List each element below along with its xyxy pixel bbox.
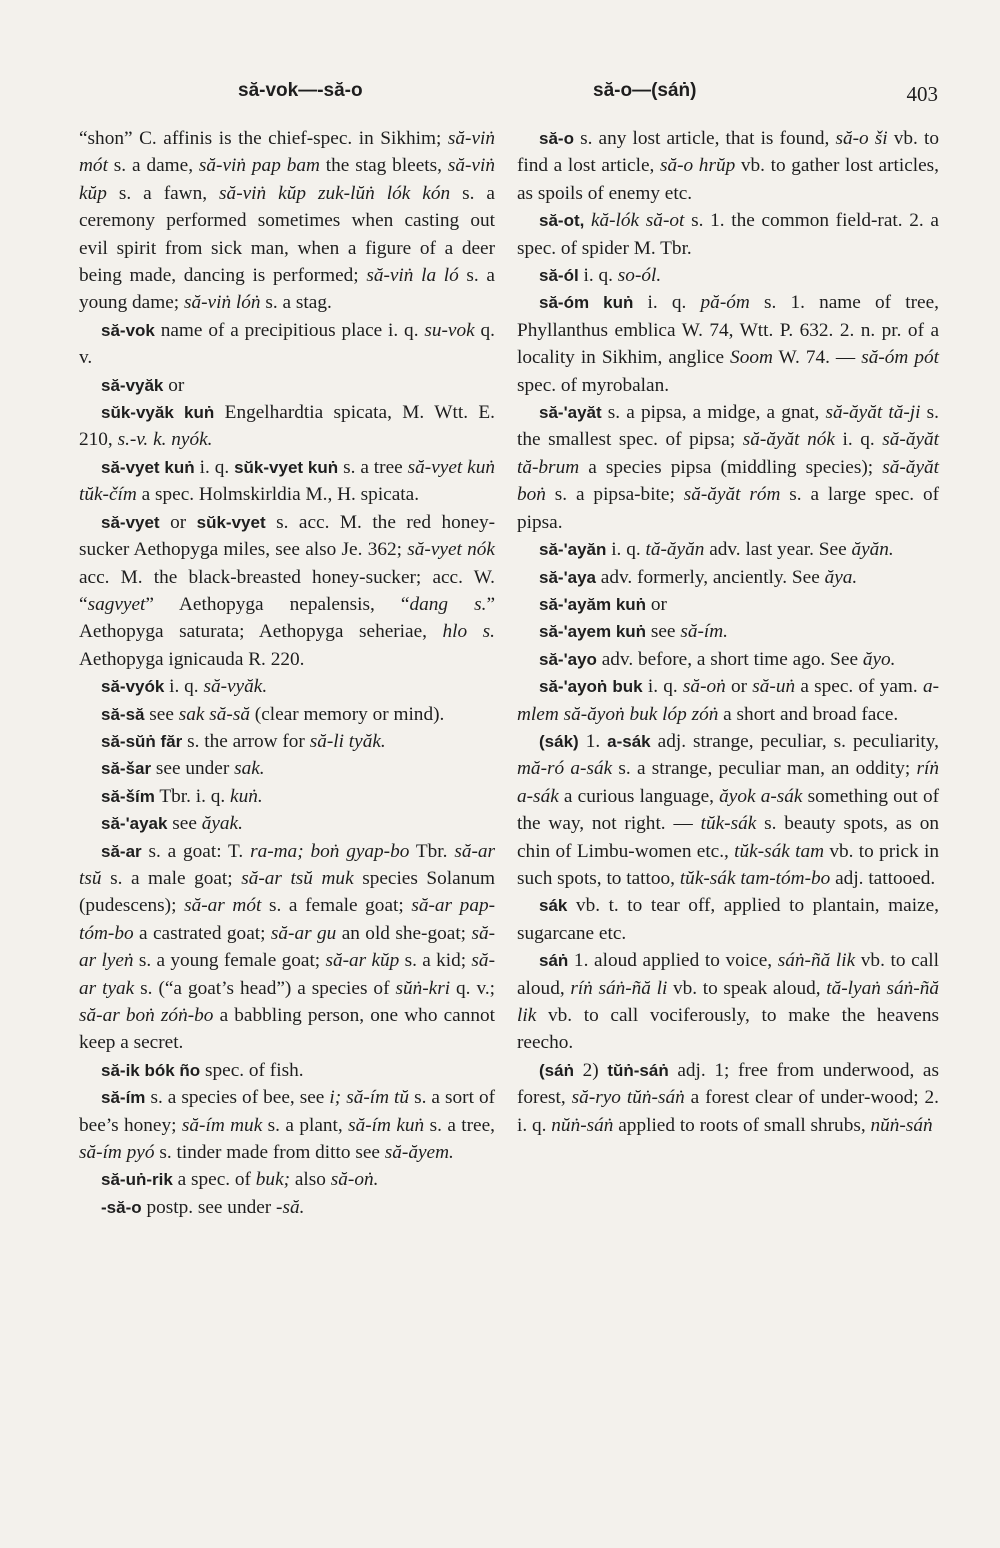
italic-term: să-ar gu xyxy=(270,922,337,944)
entry-text: i. q. xyxy=(834,429,883,451)
entry-text: a species pipsa (middling species); xyxy=(579,456,883,478)
entry-text: s. a pipsa-bite; xyxy=(545,484,684,506)
dictionary-entry xyxy=(517,673,939,728)
dictionary-entry xyxy=(79,454,495,509)
dictionary-entry xyxy=(79,701,495,728)
entry-text: s. a goat: T. xyxy=(141,840,251,862)
entry-text: see under xyxy=(151,758,235,780)
italic-term: mă-ró a-sák xyxy=(517,758,613,780)
entry-text: 2) xyxy=(573,1059,608,1081)
entry-text: adj. strange, peculiar, s. peculiarity, xyxy=(650,730,939,752)
dictionary-entry xyxy=(517,947,939,1057)
italic-term: să-oṅ xyxy=(682,676,726,698)
dictionary-entry xyxy=(517,536,939,563)
entry-text: i. q. xyxy=(642,676,683,698)
dictionary-entry xyxy=(79,783,495,810)
entry-text: 1. xyxy=(578,730,608,752)
entry-text: adj. 1; free from underwood, as forest, xyxy=(517,1059,939,1109)
italic-term: să-ăyem. xyxy=(384,1142,454,1164)
dictionary-entry xyxy=(517,125,939,207)
entry-text: 1. aloud applied to voice, xyxy=(568,950,778,972)
entry-text: s. a tree, xyxy=(424,1114,495,1136)
entry-text: applied to roots of small shrubs, xyxy=(613,1114,871,1136)
entry-text: name of a precipitious place i. q. xyxy=(154,319,425,341)
headword: tŭṅ-sáṅ xyxy=(607,1060,669,1080)
dictionary-entry xyxy=(517,728,939,892)
entry-text: s. (“a goat’s head”) a species of xyxy=(134,977,396,999)
italic-term: să-ím muk xyxy=(181,1114,263,1136)
entry-text: s. the smallest spec. of pipsa; xyxy=(517,402,939,451)
entry-text: s. a dame, xyxy=(107,155,199,177)
italic-term: să-ar tyak xyxy=(79,950,495,999)
dictionary-entry xyxy=(517,1057,939,1139)
italic-term: pă-óm xyxy=(700,292,750,314)
italic-term: să-li tyăk. xyxy=(309,730,386,752)
dictionary-entry xyxy=(79,509,495,673)
headword: să-vyăk xyxy=(101,375,164,395)
dictionary-entry xyxy=(79,1194,495,1221)
italic-term: să-vyăk. xyxy=(203,676,268,698)
entry-text: vb. to prick in such spots, to tattoo, xyxy=(517,840,939,889)
dictionary-entry xyxy=(517,262,939,289)
entry-text: see xyxy=(144,703,179,725)
italic-term: hlo s. xyxy=(442,621,495,643)
headword: să-'aya xyxy=(539,567,596,587)
entry-text: i. q. xyxy=(578,265,618,287)
headword: să-ším xyxy=(101,786,155,806)
headword: (sáṅ xyxy=(539,1060,574,1080)
italic-term: să-ar kŭp xyxy=(325,950,400,972)
italic-term: sak. xyxy=(234,758,265,780)
entry-text: vb. to gather lost articles, as spoils of enemy etc. xyxy=(517,155,939,204)
italic-term: să-viṅ la ló xyxy=(366,265,459,287)
italic-term: să-ăyăt boṅ xyxy=(517,456,939,506)
italic-term: dang s. xyxy=(409,593,487,615)
italic-term: Soom xyxy=(730,347,773,369)
dictionary-entry xyxy=(517,399,939,536)
italic-term: să-vyet kuṅ tŭk-čím xyxy=(79,456,496,506)
italic-term: să-o ši xyxy=(835,128,888,149)
italic-term: să-ar pap-tóm-bo xyxy=(79,895,496,944)
italic-term: sagvyet xyxy=(87,593,146,615)
dictionary-entry xyxy=(517,564,939,591)
headword: să-'ayăn xyxy=(539,540,607,560)
entry-text: s. a plant, xyxy=(262,1114,349,1136)
italic-term: ăya. xyxy=(824,566,858,588)
italic-term: ăyo. xyxy=(862,648,896,670)
entry-text: adv. formerly, anciently. See xyxy=(595,566,825,588)
italic-term: să-ryo tŭṅ-sáṅ xyxy=(571,1087,685,1109)
page-number: 403 xyxy=(906,82,938,106)
entry-text: s. a kid; xyxy=(399,950,472,972)
entry-text: s. a large spec. of pipsa. xyxy=(517,484,940,533)
entry-text: s. a young dame; xyxy=(79,265,495,314)
entry-text: vb. t. to tear off, applied to plantain, maize, sugarcane etc. xyxy=(517,895,939,944)
entry-text: postp. see under xyxy=(141,1196,277,1218)
entry-text: s. a strange, peculiar man, an oddity; xyxy=(612,758,917,780)
headword: să-vyet xyxy=(101,512,160,532)
running-head-right: să-o—(sáṅ) xyxy=(593,80,697,101)
entry-text: a short and broad face. xyxy=(718,703,899,725)
entry-text: s. a ceremony performed sometimes when casting out evil spirit from sick man, when a figure of a deer being made, dancing is performed; xyxy=(79,182,495,287)
entry-text: acc. M. the black-breasted honey-sucker; acc. W. “ xyxy=(79,566,495,615)
entry-text: Engelhardtia spicata, M. Wtt. E. 210, xyxy=(79,402,495,451)
headword: să-ik bók ño xyxy=(101,1060,201,1080)
entry-text: spec. of fish. xyxy=(200,1059,304,1081)
headword: să-ím xyxy=(101,1088,146,1108)
headword: să-vyet kuṅ xyxy=(101,457,195,477)
entry-text: a babbling person, one who cannot keep a secret. xyxy=(79,1005,495,1054)
dictionary-entry xyxy=(79,755,495,782)
headword: să-ot, xyxy=(539,211,591,231)
entry-text: an old she-goat; xyxy=(336,922,472,944)
italic-term: să-ar tsŭ muk xyxy=(241,867,354,889)
entry-text: s. a female goat; xyxy=(261,895,412,917)
entry-text: a forest clear of under-wood; 2. i. q. xyxy=(517,1087,939,1136)
headword: să-'ayăt xyxy=(539,403,602,423)
dictionary-entry xyxy=(79,728,495,755)
italic-term: kuṅ. xyxy=(230,785,263,807)
entry-text: spec. of myrobalan. xyxy=(517,374,670,396)
entry-text: s. any lost article, that is found, xyxy=(573,128,836,149)
running-head-left: să-vok—-să-o xyxy=(238,80,363,101)
headword: să-óm kuṅ xyxy=(539,293,634,313)
entry-text: a spec. of xyxy=(172,1169,256,1191)
italic-term: să-vyet nók xyxy=(407,539,495,561)
headword: să-ól xyxy=(539,266,579,286)
entry-text: ” Aethopyga saturata; Aethopyga seheriae, xyxy=(79,593,495,643)
entry-text: s. a young female goat; xyxy=(133,950,326,972)
entry-text: q. v. xyxy=(79,319,495,369)
headword: să-ar xyxy=(101,841,142,861)
headword: să-o xyxy=(539,129,574,148)
headword: sŭk-vyet kuṅ xyxy=(234,457,339,477)
italic-term: ăyak. xyxy=(201,813,243,835)
entry-text: s. a pipsa, a midge, a gnat, xyxy=(601,402,826,424)
dictionary-entry xyxy=(79,673,495,700)
headword: să-vok xyxy=(101,320,155,340)
dictionary-entry xyxy=(79,125,495,317)
headword: (sák) xyxy=(539,731,579,751)
entry-text: ” Aethopyga nepalensis, “ xyxy=(145,593,410,615)
entry-text: s. a stag. xyxy=(260,292,332,314)
headword: sák xyxy=(539,896,568,916)
entry-text: i. q. xyxy=(633,292,701,314)
italic-term: i; să-ím tŭ xyxy=(329,1087,410,1109)
entry-text: a spec. Holmskirldia M., H. spicata. xyxy=(136,484,420,506)
dictionary-entry xyxy=(517,289,939,399)
entry-text: s. a species of bee, see xyxy=(145,1087,330,1109)
italic-term: ăyăn. xyxy=(851,539,894,561)
entry-text: adv. last year. See xyxy=(704,539,852,561)
entry-text: vb. to call aloud, xyxy=(517,950,939,999)
dictionary-entry xyxy=(79,372,495,399)
italic-term: ríṅ a-sák xyxy=(517,758,939,807)
entry-text: Tbr. xyxy=(409,840,455,862)
italic-term: să-oṅ. xyxy=(330,1169,379,1191)
entry-text: s. acc. M. the red honey-sucker Aethopyga miles, see also Je. 362; xyxy=(79,511,496,561)
italic-term: sáṅ-ñă lik xyxy=(777,950,856,972)
italic-term: să-viṅ mót xyxy=(79,128,495,177)
italic-term: să-ăyăt róm xyxy=(683,484,781,506)
headword: să-'ayo xyxy=(539,649,597,669)
italic-term: să-viṅ pap bam xyxy=(198,155,320,177)
italic-term: să-o hrŭp xyxy=(659,155,736,177)
italic-term: sŭṅ-kri xyxy=(395,977,451,999)
headword: sŭk-vyăk kuṅ xyxy=(101,403,215,423)
entry-text: the stag bleets, xyxy=(319,155,448,177)
italic-term: -să. xyxy=(276,1196,305,1218)
entry-text: something out of the way, not right. — xyxy=(517,785,940,835)
headword: să-šar xyxy=(101,759,152,779)
dictionary-entry xyxy=(79,1084,495,1166)
headword: să-'ayak xyxy=(101,814,168,834)
headword: sáṅ xyxy=(539,951,569,971)
italic-term: să-ar boṅ zóṅ-bo xyxy=(79,1005,214,1026)
dictionary-entry xyxy=(517,646,939,673)
entry-text: W. 74. — xyxy=(772,347,862,369)
headword: să-să xyxy=(101,704,145,724)
entry-text: s. a sort of bee’s honey; xyxy=(79,1087,496,1136)
dictionary-entry xyxy=(517,591,939,618)
entry-text: (clear memory or mind). xyxy=(249,703,445,725)
entry-text: s. 1. name of tree, Phyllanthus emblica W. 74, Wtt. P. 632. 2. n. pr. of a locality in Sikhim, anglice xyxy=(517,292,939,369)
italic-term: su-vok xyxy=(424,319,475,341)
italic-term: să-viṅ kŭp xyxy=(79,155,495,204)
italic-term: ra-ma; boṅ gyap-bo xyxy=(250,840,410,862)
italic-term: sak să-să xyxy=(178,703,250,725)
italic-term: buk; xyxy=(255,1169,291,1191)
italic-term: să-ím pyó xyxy=(79,1142,155,1164)
italic-term: să-uṅ xyxy=(752,676,796,698)
entry-text: or xyxy=(725,676,753,698)
entry-text: i. q. xyxy=(194,456,235,478)
dictionary-entry xyxy=(517,207,939,262)
entry-text: vb. to speak aloud, xyxy=(667,977,827,999)
headword: sŭk-vyet xyxy=(196,512,266,532)
entry-text: Tbr. i. q. xyxy=(154,785,231,807)
entry-text: a castrated goat; xyxy=(133,922,271,944)
entry-text: also xyxy=(290,1169,331,1191)
italic-term: s.-v. k. nyók. xyxy=(117,429,213,451)
right-column xyxy=(517,125,939,1139)
entry-text: or xyxy=(163,374,185,396)
entry-text: vb. to call vociferously, to make the heavens reecho. xyxy=(517,1005,939,1054)
entry-text: or xyxy=(646,593,667,615)
entry-text: s. tinder made from ditto see xyxy=(154,1142,385,1164)
entry-text: or xyxy=(159,511,197,533)
italic-term: nŭṅ-sáṅ xyxy=(551,1114,614,1136)
entry-text: adj. tattooed. xyxy=(830,867,936,889)
italic-term: să-ar mót xyxy=(184,895,262,917)
italic-term: tŭk-sák xyxy=(700,813,757,835)
italic-term: ăyok a-sák xyxy=(719,785,803,807)
dictionary-entry xyxy=(79,1166,495,1193)
dictionary-entry xyxy=(517,618,939,645)
entry-text: see xyxy=(646,621,681,643)
headword: să-'ayăm kuṅ xyxy=(539,594,647,614)
headword: să-vyók xyxy=(101,677,165,697)
entry-text: vb. to find a lost article, xyxy=(517,128,939,177)
entry-text: a curious language, xyxy=(558,785,720,807)
italic-term: tŭk-sák tam-tóm-bo xyxy=(679,867,831,889)
headword: -să-o xyxy=(101,1197,142,1217)
entry-text: s. a tree xyxy=(338,456,408,478)
entry-text: adv. before, a short time ago. See xyxy=(596,648,863,670)
italic-term: să-ím kuṅ xyxy=(348,1114,425,1136)
entry-text: i. q. xyxy=(164,676,204,698)
italic-term: tŭk-sák tam xyxy=(734,840,825,862)
dictionary-entry xyxy=(517,892,939,947)
entry-text: s. a male goat; xyxy=(101,867,242,889)
entry-text: “shon” C. affinis is the chief-spec. in Sikhim; xyxy=(79,128,448,149)
italic-term: so-ól. xyxy=(617,265,662,287)
italic-term: să-ăyăt tă-brum xyxy=(517,429,940,478)
headword: să-sŭṅ făr xyxy=(101,731,183,751)
entry-text: q. v.; xyxy=(450,977,496,999)
italic-term: să-viṅ lóṅ xyxy=(183,292,261,314)
headword: să-'ayoṅ buk xyxy=(539,677,643,697)
headword: să-'ayem kuṅ xyxy=(539,622,647,642)
dictionary-entry xyxy=(79,317,495,372)
dictionary-entry xyxy=(79,399,495,454)
entry-text: a spec. of yam. xyxy=(795,676,923,698)
italic-term: să-ar tsŭ xyxy=(79,840,496,889)
entry-text: i. q. xyxy=(606,539,646,561)
entry-text: s. the arrow for xyxy=(182,730,310,752)
headword: să-uṅ-rik xyxy=(101,1170,173,1190)
entry-text: species Solanum (pudescens); xyxy=(79,867,495,917)
italic-term: ríṅ sáṅ-ñă li xyxy=(570,977,668,999)
italic-term: tă-ăyăn xyxy=(645,539,705,561)
entry-text: s. a fawn, xyxy=(106,182,220,204)
italic-term: nŭṅ-sáṅ xyxy=(870,1114,933,1136)
left-column xyxy=(79,125,495,1221)
italic-term: să-ăyăt tă-ji xyxy=(825,402,921,424)
italic-term: să-ím. xyxy=(680,621,728,643)
entry-text: s. 1. the common field-rat. 2. a spec. of spider M. Tbr. xyxy=(517,210,939,259)
italic-term: să-ar lyeṅ xyxy=(79,922,496,972)
entry-text: see xyxy=(167,813,202,835)
italic-term: să-ăyăt nók xyxy=(742,429,835,451)
entry-text: Aethopyga ignicauda R. 220. xyxy=(79,648,305,670)
entry-text: s. beauty spots, as on chin of Limbu-women etc., xyxy=(517,813,939,862)
italic-term: a-mlem să-ăyoṅ buk lóp zóṅ xyxy=(517,676,939,725)
dictionary-entry xyxy=(79,810,495,837)
italic-term: kă-lók să-ot xyxy=(590,210,685,232)
italic-term: să-viṅ kŭp zuk-lŭṅ lók kón xyxy=(219,182,451,204)
headword: a-sák xyxy=(607,731,651,751)
italic-term: tă-lyaṅ sáṅ-ñă lik xyxy=(517,977,940,1026)
italic-term: să-óm pót xyxy=(861,347,939,369)
dictionary-entry xyxy=(79,1057,495,1084)
dictionary-entry xyxy=(79,838,495,1057)
